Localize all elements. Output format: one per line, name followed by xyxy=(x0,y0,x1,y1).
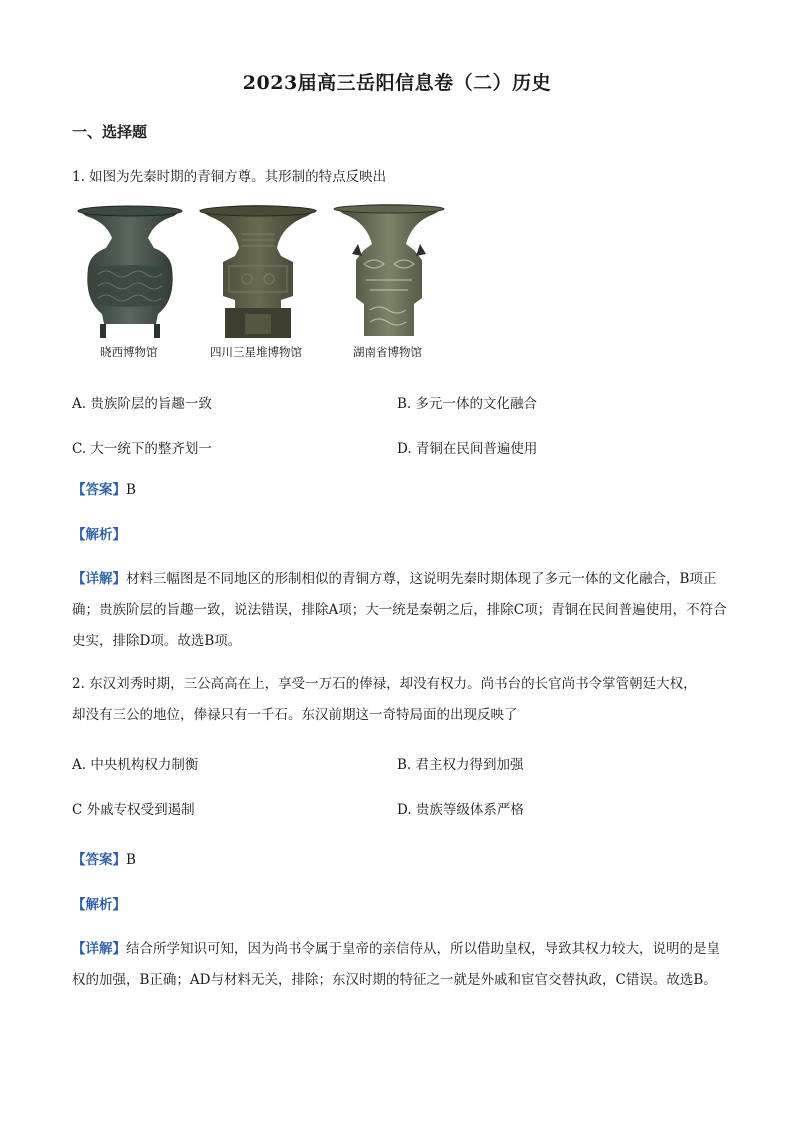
figure-caption-3: 湖南省博物馆 xyxy=(353,345,422,359)
q2-option-c: C 外戚专权受到遏制 xyxy=(72,802,195,818)
q2-option-d: D. 贵族等级体系严格 xyxy=(397,802,524,818)
section-heading: 一、选择题 xyxy=(72,123,148,141)
question-2-stem-line-1: 2. 东汉刘秀时期，三公高高在上，享受一万石的俸禄，却没有权力。尚书台的长官尚书令掌管朝廷大权， xyxy=(72,676,697,692)
detail-label: 【详解】 xyxy=(72,571,126,587)
q2-option-b: B. 君主权力得到加强 xyxy=(397,757,524,773)
detail-label: 【详解】 xyxy=(72,941,126,957)
q1-option-b: B. 多元一体的文化融合 xyxy=(397,396,538,412)
q2-option-a: A. 中央机构权力制衡 xyxy=(72,757,199,773)
q1-option-d: D. 青铜在民间普遍使用 xyxy=(397,441,538,457)
q2-answer xyxy=(72,850,136,870)
q1-answer xyxy=(72,480,136,500)
q2-analysis-label xyxy=(72,895,126,915)
figure-caption-2: 四川三星堆博物馆 xyxy=(210,345,302,359)
detail-text: 材料三幅图是不同地区的形制相似的青铜方尊，这说明先秦时期体现了多元一体的文化融合，B项正确；贵族阶层的旨趣一致，说法错误，排除A项；大一统是秦朝之后，排除C项；青铜在民间普遍使用，不符合史实，排除D项。故选B项。 xyxy=(72,571,727,649)
page-title: 2023届高三岳阳信息卷（二）历史 xyxy=(242,72,552,94)
q1-analysis-label xyxy=(72,525,126,545)
bronze-vessels-figure xyxy=(72,204,452,364)
answer-value: B xyxy=(126,852,136,868)
detail-text: 结合所学知识可知，因为尚书令属于皇帝的亲信侍从，所以借助皇权，导致其权力较大，说明的是皇权的加强，B正确；AD与材料无关，排除；东汉时期的特征之一就是外戚和宦官交替执政，C错误。故选B。 xyxy=(72,941,720,988)
q1-option-a: A. 贵族阶层的旨趣一致 xyxy=(72,396,212,412)
q2-detail xyxy=(72,934,732,996)
bronze-vessel-image-1 xyxy=(74,204,186,342)
answer-label: 【答案】 xyxy=(72,852,126,868)
analysis-label: 【解析】 xyxy=(72,897,126,913)
question-1-stem: 1. 如图为先秦时期的青铜方尊。其形制的特点反映出 xyxy=(72,169,387,185)
answer-value: B xyxy=(126,482,136,498)
bronze-vessel-image-3 xyxy=(330,204,448,342)
question-2-stem-line-2: 却没有三公的地位，俸禄只有一千石。东汉前期这一奇特局面的出现反映了 xyxy=(72,707,518,723)
bronze-vessel-image-2 xyxy=(197,204,319,342)
analysis-label: 【解析】 xyxy=(72,527,126,543)
figure-caption-1: 晓西博物馆 xyxy=(100,345,158,359)
q1-option-c: C. 大一统下的整齐划一 xyxy=(72,441,212,457)
answer-label: 【答案】 xyxy=(72,482,126,498)
q1-detail xyxy=(72,564,732,657)
